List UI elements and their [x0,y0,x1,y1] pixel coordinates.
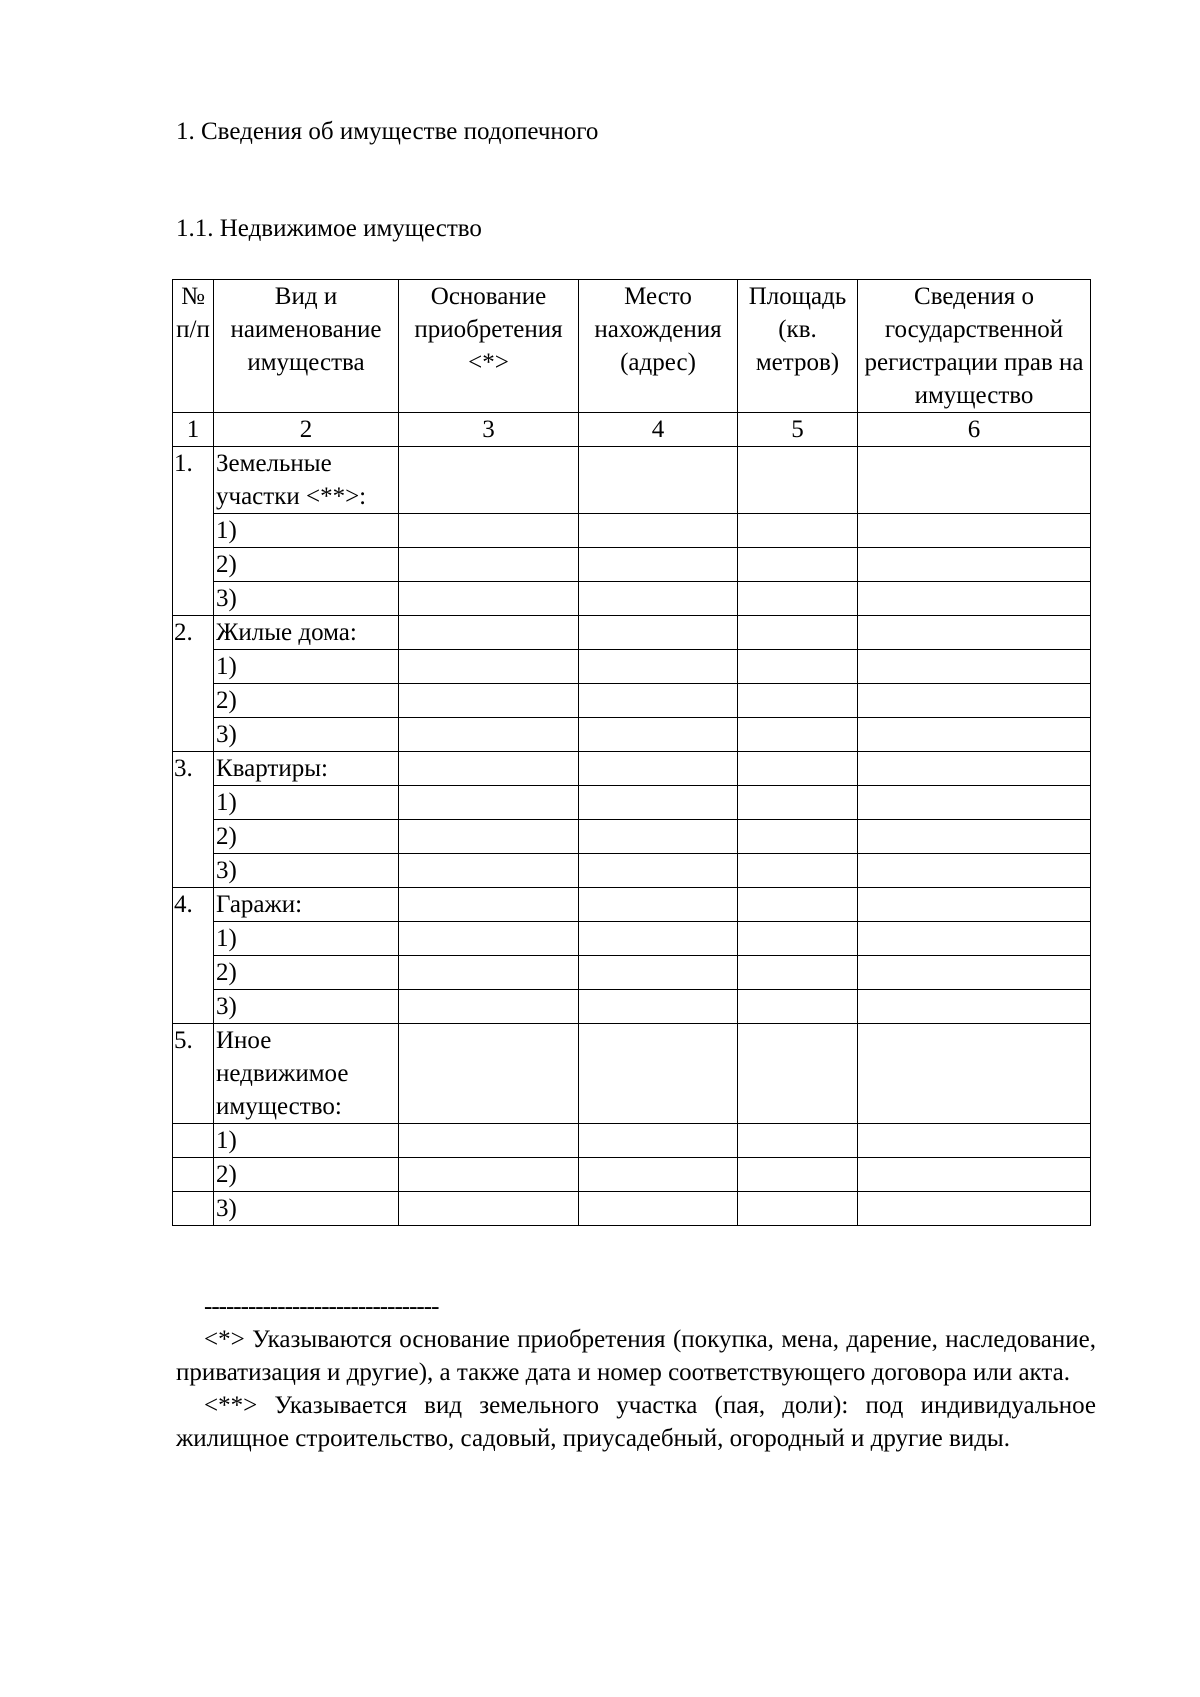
area-cell[interactable] [738,820,858,854]
column-number: 3 [399,413,579,447]
location-cell[interactable] [579,854,738,888]
area-cell[interactable] [738,1124,858,1158]
row-number: 2. [173,616,214,752]
location-cell[interactable] [579,956,738,990]
table-row [173,922,1091,956]
area-cell[interactable] [738,548,858,582]
basis-cell[interactable] [399,548,579,582]
column-number: 2 [214,413,399,447]
row-number-empty [173,1192,214,1226]
registration-cell[interactable] [858,922,1091,956]
area-cell[interactable] [738,1192,858,1226]
footnotes [176,1290,1096,1455]
table-row [173,820,1091,854]
location-cell[interactable] [579,548,738,582]
item-label: 3) [214,990,399,1024]
footnote-separator: -------------------------------- [204,1293,439,1320]
basis-cell[interactable] [399,888,579,922]
subsection-heading: 1.1. Недвижимое имущество [176,215,482,242]
area-cell[interactable] [738,684,858,718]
registration-cell[interactable] [858,752,1091,786]
table-row [173,718,1091,752]
basis-cell[interactable] [399,447,579,514]
table-row [173,752,1091,786]
location-cell[interactable] [579,786,738,820]
row-number: 1. [173,447,214,616]
footnote-2: <**> Указывается вид земельного участка (пая, доли): под индивидуальное жилищное строительство, садовый, приусадебный, огородный и другие виды. [176,1392,1096,1452]
registration-cell[interactable] [858,786,1091,820]
table-row [173,1124,1091,1158]
category-label: Земельные участки <**>: [214,447,399,514]
column-number: 1 [173,413,214,447]
registration-cell[interactable] [858,1192,1091,1226]
table-row [173,548,1091,582]
basis-cell[interactable] [399,820,579,854]
item-label: 1) [214,786,399,820]
area-cell[interactable] [738,956,858,990]
location-cell[interactable] [579,447,738,514]
row-number: 3. [173,752,214,888]
header-cell-basis: Основание приобретения <*> [399,280,579,413]
category-label: Гаражи: [214,888,399,922]
item-label: 3) [214,718,399,752]
location-cell[interactable] [579,820,738,854]
row-number: 5. [173,1024,214,1124]
category-label: Квартиры: [214,752,399,786]
area-cell[interactable] [738,447,858,514]
table-header-row [173,280,1091,413]
item-label: 2) [214,820,399,854]
area-cell[interactable] [738,616,858,650]
registration-cell[interactable] [858,1124,1091,1158]
table-row [173,447,1091,514]
table-row [173,616,1091,650]
column-number: 4 [579,413,738,447]
location-cell[interactable] [579,582,738,616]
category-label: Жилые дома: [214,616,399,650]
header-cell-kind: Вид и наименование имущества [214,280,399,413]
column-number-row [173,413,1091,447]
item-label: 2) [214,1158,399,1192]
basis-cell[interactable] [399,1158,579,1192]
row-number-empty [173,1124,214,1158]
item-label: 2) [214,956,399,990]
header-cell-number: № п/п [173,280,214,413]
location-cell[interactable] [579,1024,738,1124]
registration-cell[interactable] [858,684,1091,718]
real-estate-table [172,279,1091,1226]
table-row [173,1158,1091,1192]
item-label: 2) [214,548,399,582]
basis-cell[interactable] [399,616,579,650]
table-row [173,990,1091,1024]
item-label: 1) [214,922,399,956]
category-label: Иное недвижимое имущество: [214,1024,399,1124]
table-row [173,786,1091,820]
basis-cell[interactable] [399,956,579,990]
row-number: 4. [173,888,214,1024]
basis-cell[interactable] [399,684,579,718]
registration-cell[interactable] [858,1024,1091,1124]
table-row [173,684,1091,718]
basis-cell[interactable] [399,854,579,888]
area-cell[interactable] [738,854,858,888]
table-row [173,514,1091,548]
item-label: 1) [214,650,399,684]
registration-cell[interactable] [858,1158,1091,1192]
basis-cell[interactable] [399,1192,579,1226]
item-label: 1) [214,1124,399,1158]
table-row [173,650,1091,684]
location-cell[interactable] [579,684,738,718]
basis-cell[interactable] [399,718,579,752]
location-cell[interactable] [579,1158,738,1192]
registration-cell[interactable] [858,548,1091,582]
basis-cell[interactable] [399,582,579,616]
basis-cell[interactable] [399,650,579,684]
location-cell[interactable] [579,718,738,752]
location-cell[interactable] [579,1124,738,1158]
basis-cell[interactable] [399,1024,579,1124]
column-number: 5 [738,413,858,447]
registration-cell[interactable] [858,956,1091,990]
area-cell[interactable] [738,786,858,820]
basis-cell[interactable] [399,1124,579,1158]
item-label: 3) [214,854,399,888]
basis-cell[interactable] [399,786,579,820]
item-label: 3) [214,1192,399,1226]
basis-cell[interactable] [399,514,579,548]
header-cell-registration: Сведения о государственной регистрации прав на имущество [858,280,1091,413]
registration-cell[interactable] [858,650,1091,684]
area-cell[interactable] [738,922,858,956]
header-cell-location: Место нахождения (адрес) [579,280,738,413]
area-cell[interactable] [738,990,858,1024]
registration-cell[interactable] [858,718,1091,752]
table-row [173,1024,1091,1124]
table-row [173,888,1091,922]
location-cell[interactable] [579,1192,738,1226]
table-row [173,854,1091,888]
area-cell[interactable] [738,718,858,752]
table-row [173,956,1091,990]
header-cell-area: Площадь (кв. метров) [738,280,858,413]
item-label: 3) [214,582,399,616]
location-cell[interactable] [579,752,738,786]
item-label: 2) [214,684,399,718]
row-number-empty [173,1158,214,1192]
section-heading: 1. Сведения об имуществе подопечного [176,118,599,145]
area-cell[interactable] [738,1024,858,1124]
location-cell[interactable] [579,888,738,922]
area-cell[interactable] [738,582,858,616]
table-row [173,1192,1091,1226]
registration-cell[interactable] [858,820,1091,854]
registration-cell[interactable] [858,854,1091,888]
area-cell[interactable] [738,514,858,548]
basis-cell[interactable] [399,922,579,956]
registration-cell[interactable] [858,616,1091,650]
footnote-1: <*> Указываются основание приобретения (покупка, мена, дарение, наследование, приватизация и другие), а также дата и номер соответствующего договора или акта. [176,1326,1096,1386]
location-cell[interactable] [579,650,738,684]
registration-cell[interactable] [858,447,1091,514]
registration-cell[interactable] [858,582,1091,616]
table-row [173,582,1091,616]
column-number: 6 [858,413,1091,447]
location-cell[interactable] [579,616,738,650]
area-cell[interactable] [738,650,858,684]
basis-cell[interactable] [399,990,579,1024]
area-cell[interactable] [738,1158,858,1192]
location-cell[interactable] [579,922,738,956]
registration-cell[interactable] [858,514,1091,548]
area-cell[interactable] [738,888,858,922]
registration-cell[interactable] [858,990,1091,1024]
basis-cell[interactable] [399,752,579,786]
location-cell[interactable] [579,990,738,1024]
area-cell[interactable] [738,752,858,786]
location-cell[interactable] [579,514,738,548]
registration-cell[interactable] [858,888,1091,922]
item-label: 1) [214,514,399,548]
